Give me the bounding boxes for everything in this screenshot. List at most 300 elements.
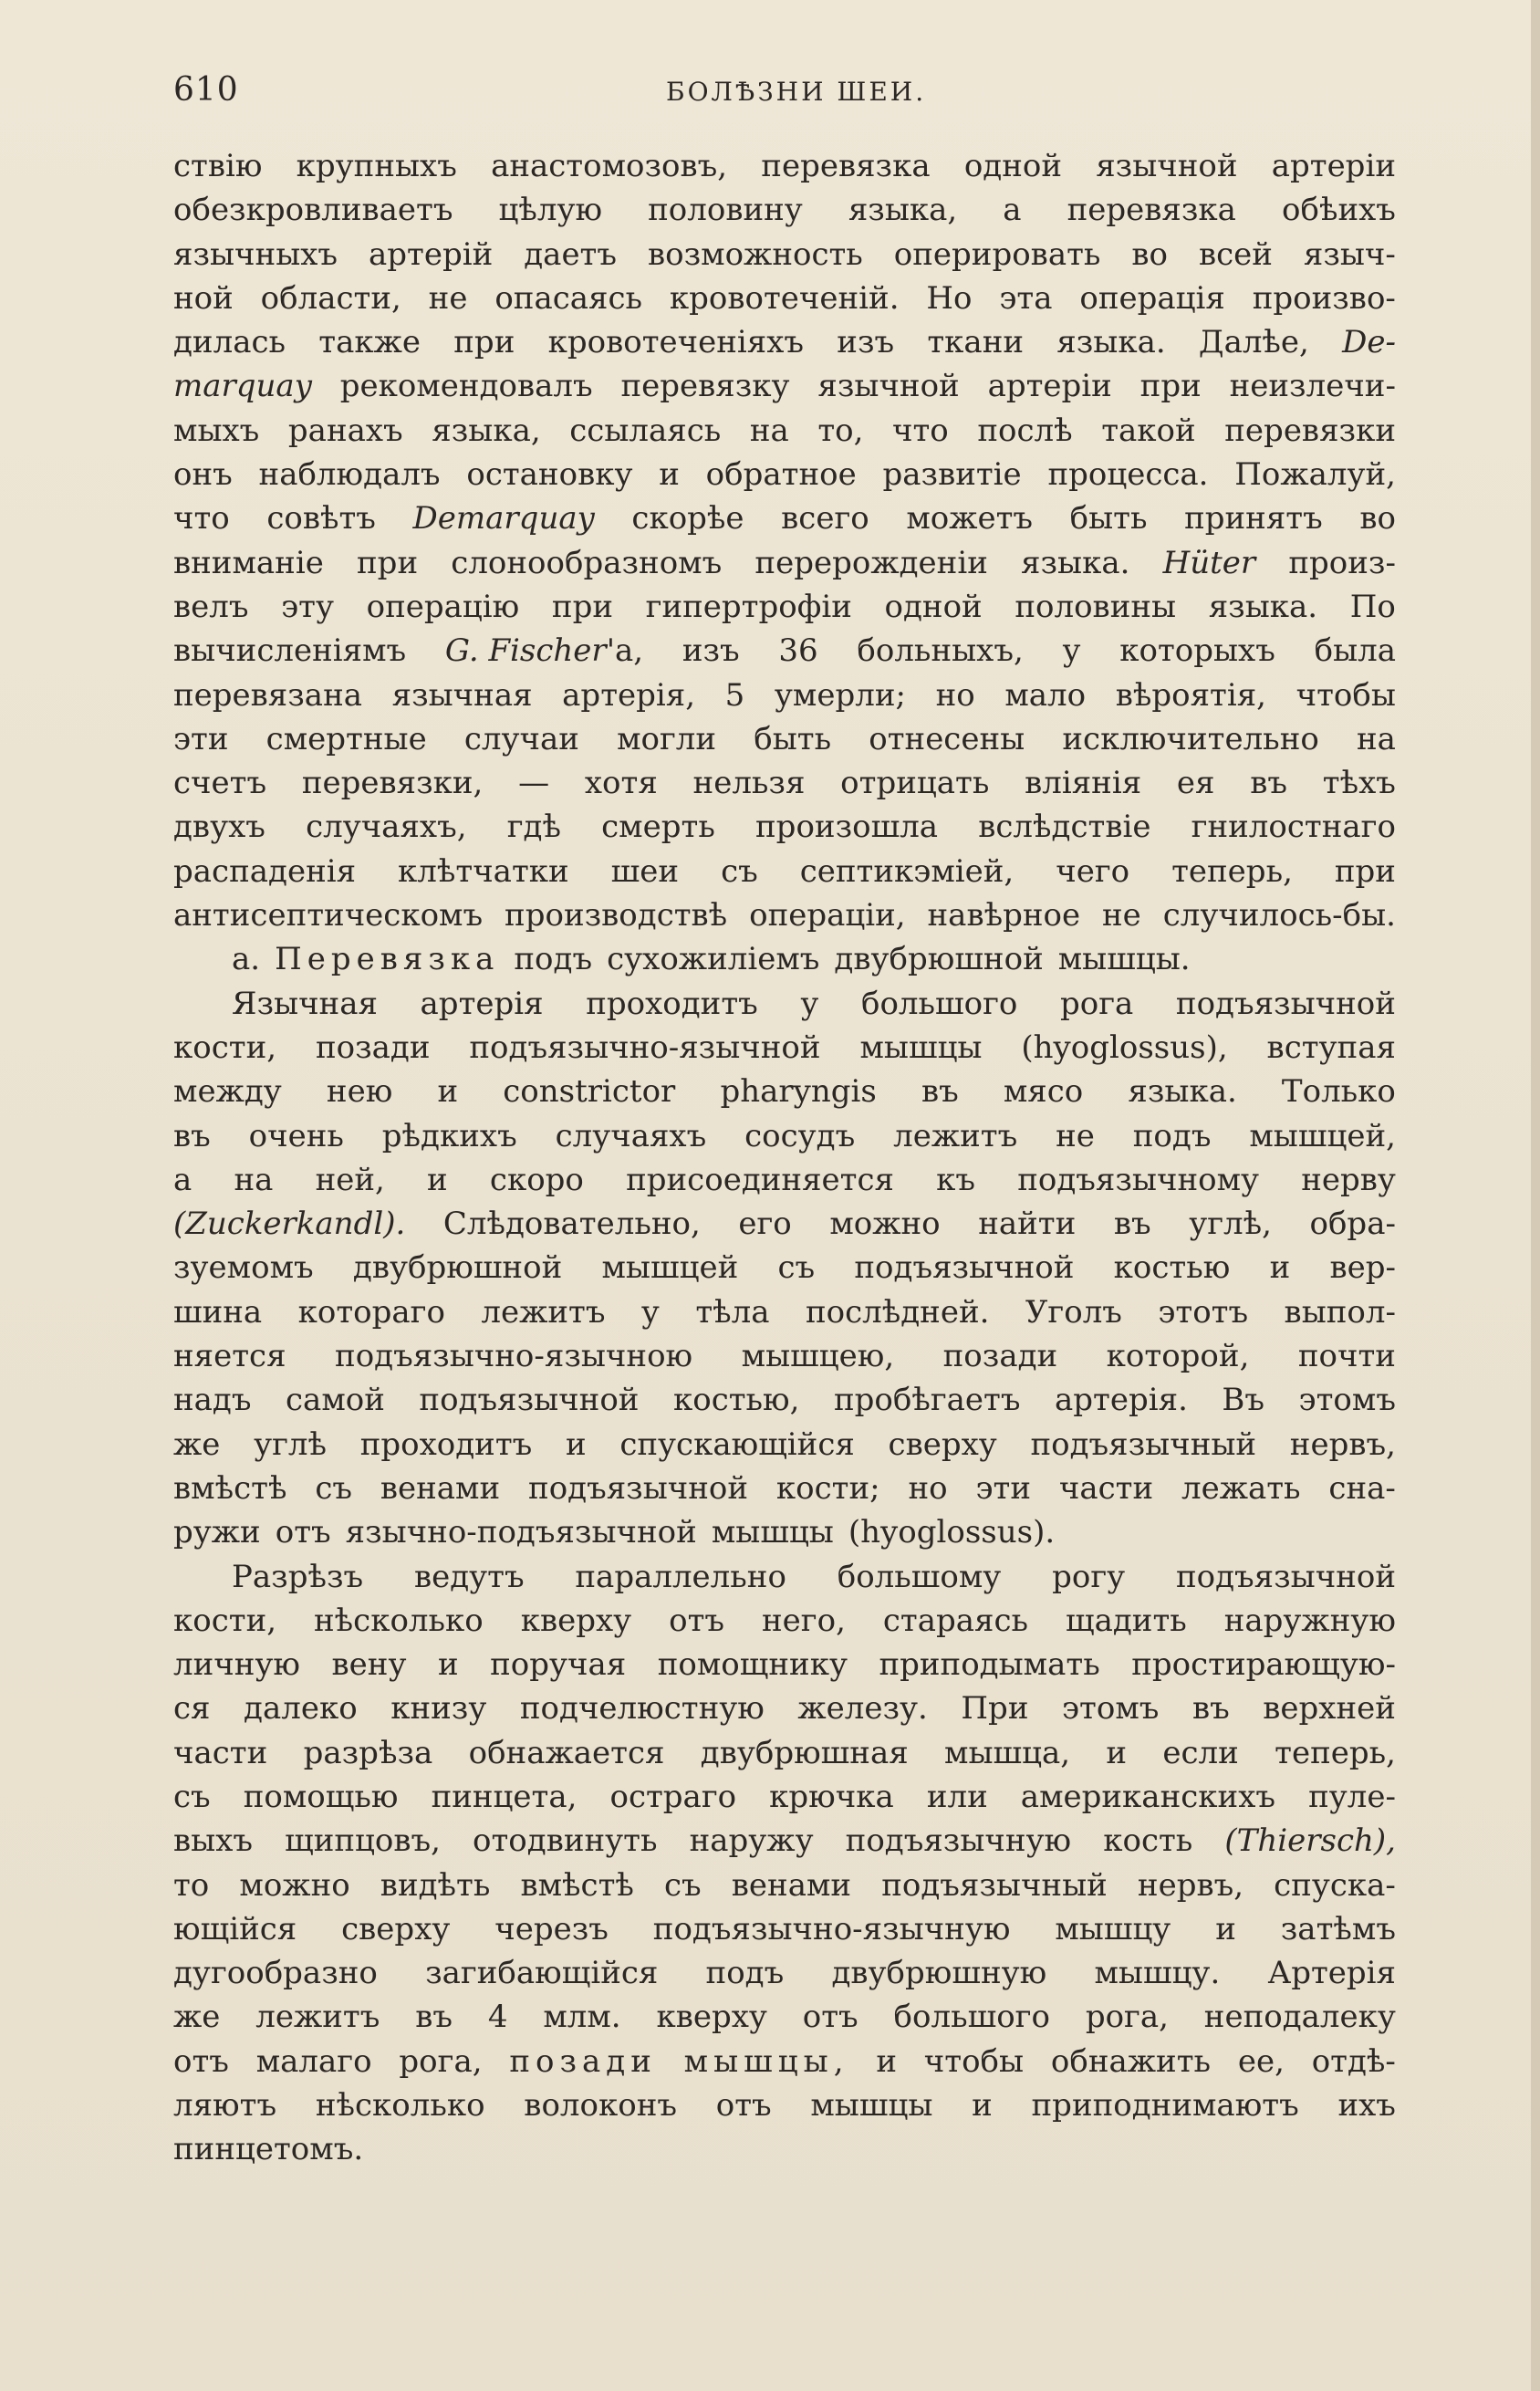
word: кверху bbox=[520, 1602, 632, 1639]
word: очень bbox=[248, 1117, 344, 1154]
text-line bbox=[173, 1514, 1396, 1558]
text-line bbox=[173, 545, 1396, 589]
word: во bbox=[1131, 235, 1168, 273]
word: же bbox=[173, 1425, 221, 1463]
word: лежать bbox=[1181, 1469, 1301, 1507]
word: развитіе bbox=[882, 456, 1022, 494]
word: и bbox=[437, 1646, 459, 1684]
word: такой bbox=[1101, 412, 1196, 449]
text-line bbox=[173, 1338, 1396, 1382]
text-line bbox=[173, 1382, 1396, 1425]
word: спускающійся bbox=[619, 1425, 855, 1463]
italic-name: Demarquay bbox=[412, 500, 595, 538]
word: мясо bbox=[1003, 1073, 1084, 1111]
word: чтобы bbox=[1295, 676, 1396, 714]
word: на bbox=[749, 412, 789, 449]
word: обнажить bbox=[1050, 2042, 1212, 2080]
word: венами bbox=[731, 1866, 852, 1904]
word: эти bbox=[975, 1469, 1031, 1507]
word: кверху bbox=[656, 1999, 767, 2036]
word: была bbox=[1314, 632, 1396, 670]
word: помощью bbox=[243, 1778, 399, 1815]
word: не bbox=[1056, 1117, 1095, 1154]
word: волоконъ bbox=[524, 2087, 677, 2125]
body-text bbox=[173, 148, 1396, 2176]
page-number: 610 bbox=[173, 71, 239, 109]
page-edge bbox=[1531, 0, 1540, 2391]
word: и bbox=[565, 1425, 587, 1463]
word: разрѣза bbox=[303, 1734, 433, 1771]
word: нѣсколько bbox=[315, 2087, 485, 2125]
word: произво- bbox=[1252, 279, 1396, 317]
text-line bbox=[173, 1073, 1396, 1117]
word: половину bbox=[648, 192, 803, 229]
word: производствѣ bbox=[505, 897, 728, 934]
word: перевязка bbox=[1067, 192, 1236, 229]
word: Въ bbox=[1222, 1382, 1265, 1419]
word: артерія, bbox=[562, 676, 696, 714]
word: двухъ bbox=[173, 809, 265, 846]
word: смертные bbox=[265, 720, 427, 757]
page-header bbox=[173, 71, 1396, 126]
word: язычная bbox=[391, 676, 533, 714]
text-line bbox=[173, 1822, 1396, 1866]
word: ссылаясь bbox=[569, 412, 722, 449]
word: можетъ bbox=[906, 500, 1034, 538]
word: языка, bbox=[848, 192, 958, 229]
word: съ bbox=[173, 1778, 211, 1815]
word bbox=[173, 1206, 405, 1242]
word: между bbox=[173, 1073, 282, 1111]
word: отнесены bbox=[869, 720, 1025, 757]
word: мышцей bbox=[601, 1249, 739, 1287]
word: и bbox=[972, 2087, 993, 2125]
text-line bbox=[173, 2131, 1396, 2175]
word: и bbox=[427, 1161, 448, 1198]
word: больныхъ, bbox=[857, 632, 1024, 670]
word: Пожалуй, bbox=[1234, 456, 1396, 494]
word: исключительно bbox=[1062, 720, 1319, 757]
word: счетъ bbox=[173, 765, 267, 802]
italic-name: Hüter bbox=[1162, 544, 1256, 581]
word: мышцею, bbox=[741, 1338, 895, 1375]
word: отодвинуть bbox=[473, 1822, 658, 1860]
text-line bbox=[173, 1029, 1396, 1073]
word: слонообразномъ bbox=[451, 544, 723, 581]
word: отъ bbox=[275, 1514, 331, 1551]
word: при bbox=[1334, 852, 1396, 890]
running-head: БОЛѢЗНИ ШЕИ. bbox=[666, 77, 927, 107]
word: мышцы bbox=[810, 2087, 933, 2125]
word: изъ bbox=[682, 632, 740, 670]
word: языка. bbox=[1128, 1073, 1237, 1111]
word: подъязычный bbox=[881, 1866, 1108, 1904]
word: личную bbox=[173, 1646, 301, 1684]
text-line bbox=[173, 1867, 1396, 1911]
word: но bbox=[935, 676, 975, 714]
word: ея bbox=[1176, 765, 1215, 802]
word: ведутъ bbox=[413, 1558, 525, 1595]
text-line bbox=[173, 1646, 1396, 1690]
word: присоединяется bbox=[626, 1161, 894, 1198]
word: обратное bbox=[705, 456, 857, 494]
word: дугообразно bbox=[173, 1955, 378, 1992]
word: язычной bbox=[1096, 148, 1238, 184]
word: въ bbox=[415, 1999, 453, 2036]
word: то bbox=[173, 1866, 210, 1904]
word-suffix: 'а, bbox=[606, 632, 644, 670]
text-line bbox=[173, 1955, 1396, 1999]
word: теперь, bbox=[1171, 852, 1293, 890]
word: затѣмъ bbox=[1280, 1910, 1396, 1947]
word: большому bbox=[837, 1558, 1002, 1595]
word: простирающую- bbox=[1131, 1646, 1396, 1684]
word: няется bbox=[173, 1338, 286, 1375]
word: даетъ bbox=[524, 235, 618, 273]
text-line bbox=[173, 1206, 1396, 1249]
word: могли bbox=[617, 720, 717, 757]
word: верхней bbox=[1263, 1690, 1396, 1728]
word: зуемомъ bbox=[173, 1249, 314, 1287]
word: скоро bbox=[489, 1161, 584, 1198]
word: двубрюшной bbox=[352, 1249, 563, 1287]
word: углѣ bbox=[254, 1425, 328, 1463]
word: онъ bbox=[173, 456, 233, 494]
word: и bbox=[437, 1073, 459, 1111]
italic-name: marquay bbox=[173, 368, 312, 405]
word: дилась bbox=[173, 324, 286, 361]
word: въ bbox=[1113, 1206, 1151, 1243]
word: подъязычно-язычной bbox=[469, 1028, 821, 1066]
word: которыхъ bbox=[1119, 632, 1275, 670]
word: малаго bbox=[255, 2042, 372, 2080]
word: языка. bbox=[1056, 324, 1166, 361]
word: найти bbox=[978, 1206, 1077, 1243]
word: же bbox=[173, 1999, 221, 2036]
word: съ bbox=[664, 1866, 702, 1904]
word: совѣтъ bbox=[266, 500, 376, 538]
word: остановку bbox=[466, 456, 633, 494]
word: ружи bbox=[173, 1514, 261, 1551]
word: (hyoglossus), bbox=[1021, 1028, 1228, 1066]
word: сухожиліемъ bbox=[607, 941, 820, 978]
word: подъ bbox=[1132, 1117, 1212, 1154]
word: черезъ bbox=[494, 1910, 609, 1947]
word: и bbox=[1269, 1249, 1291, 1287]
word: если bbox=[1162, 1734, 1239, 1771]
text-line bbox=[173, 1162, 1396, 1206]
word: 36 bbox=[778, 632, 818, 670]
word: подъязычный bbox=[1030, 1425, 1257, 1463]
word: мышцей, bbox=[1249, 1117, 1396, 1154]
word: хотя bbox=[584, 765, 658, 802]
word: кровотеченіяхъ bbox=[547, 324, 805, 361]
word: проходитъ bbox=[586, 985, 758, 1022]
word: цѣлую bbox=[498, 192, 603, 229]
word: во bbox=[1359, 500, 1396, 538]
word: мышцы, bbox=[683, 2042, 849, 2080]
word: въ bbox=[921, 1073, 959, 1111]
word: сверху bbox=[888, 1425, 997, 1463]
word: мышцы bbox=[711, 1514, 834, 1551]
word: видѣть bbox=[380, 1866, 491, 1904]
word: отъ bbox=[715, 2087, 772, 2125]
word: перевязки, bbox=[301, 765, 484, 802]
word: Уголъ bbox=[1025, 1293, 1122, 1331]
word: артерія. bbox=[1055, 1382, 1188, 1419]
text-line bbox=[173, 1911, 1396, 1955]
word: рога, bbox=[1085, 1999, 1169, 2036]
word: двубрюшная bbox=[700, 1734, 909, 1771]
text-line bbox=[173, 897, 1396, 941]
word: вену bbox=[331, 1646, 407, 1684]
word: язычно-подъязычной bbox=[345, 1514, 697, 1551]
word: вниманіе bbox=[173, 544, 324, 581]
text-line bbox=[173, 1690, 1396, 1734]
word: обѣихъ bbox=[1282, 192, 1396, 229]
word: рекомендовалъ bbox=[339, 368, 593, 405]
word: котораго bbox=[297, 1293, 445, 1331]
italic-name: De- bbox=[1342, 324, 1396, 361]
word: рогу bbox=[1052, 1558, 1126, 1595]
text-line bbox=[173, 765, 1396, 809]
word: у bbox=[800, 985, 819, 1022]
word: углѣ, bbox=[1189, 1206, 1272, 1243]
word: септикэміей, bbox=[799, 852, 1015, 890]
text-line bbox=[173, 280, 1396, 324]
word: приподнимаютъ bbox=[1031, 2087, 1299, 2125]
word: произ- bbox=[1288, 544, 1396, 581]
word: загибающійся bbox=[425, 1955, 659, 1992]
word: артеріи bbox=[987, 368, 1112, 405]
text-line bbox=[173, 2043, 1396, 2087]
word: языч- bbox=[1303, 235, 1396, 273]
word: язычной bbox=[817, 368, 960, 405]
word: Артерія bbox=[1267, 1955, 1396, 1992]
word: скорѣе bbox=[631, 500, 744, 538]
word: двубрюшной bbox=[834, 941, 1044, 978]
word: далеко bbox=[244, 1690, 358, 1728]
word: перевязки bbox=[1224, 412, 1396, 449]
word: но bbox=[908, 1469, 948, 1507]
text-line bbox=[173, 368, 1396, 412]
word: принятъ bbox=[1184, 500, 1323, 538]
word: большого bbox=[893, 1999, 1050, 2036]
text-line bbox=[173, 1999, 1396, 2042]
word: рога, bbox=[399, 2042, 483, 2080]
word: позади bbox=[315, 1028, 431, 1066]
word: при bbox=[357, 544, 419, 581]
word: Слѣдовательно, bbox=[442, 1206, 701, 1243]
word: послѣ bbox=[977, 412, 1073, 449]
word: Язычная bbox=[232, 985, 378, 1022]
word: сверху bbox=[341, 1910, 451, 1947]
text-line bbox=[173, 148, 1396, 192]
word: неизлечи- bbox=[1229, 368, 1396, 405]
word: гнилостнаго bbox=[1191, 809, 1396, 846]
word: при bbox=[1139, 368, 1202, 405]
word: случаяхъ, bbox=[306, 809, 467, 846]
text-line bbox=[173, 192, 1396, 235]
word: мышцу. bbox=[1094, 1955, 1221, 1992]
word: обезкровливаетъ bbox=[173, 192, 453, 229]
word: вслѣдствіе bbox=[978, 809, 1151, 846]
word: подъязычно-язычною bbox=[335, 1338, 693, 1375]
word: По bbox=[1349, 588, 1396, 625]
word bbox=[445, 632, 643, 669]
word: операціи, bbox=[749, 897, 906, 934]
word bbox=[173, 368, 312, 404]
word: подъязычной bbox=[854, 1249, 1075, 1287]
word: подъ bbox=[514, 941, 593, 978]
word: навѣрное bbox=[927, 897, 1081, 934]
word bbox=[413, 500, 595, 537]
word: нею bbox=[326, 1073, 393, 1111]
word: языка. bbox=[1021, 544, 1130, 581]
word: и bbox=[1215, 1910, 1236, 1947]
word: въ bbox=[173, 1117, 211, 1154]
word: него, bbox=[762, 1602, 846, 1639]
word: щадить bbox=[1065, 1602, 1187, 1639]
text-line bbox=[173, 2087, 1396, 2131]
word: тѣхъ bbox=[1322, 765, 1396, 802]
word: части bbox=[173, 1734, 268, 1771]
word: выхъ bbox=[173, 1822, 254, 1860]
word: возможность bbox=[647, 235, 863, 273]
word: пинцетомъ. bbox=[173, 2131, 364, 2168]
word: мышцы bbox=[859, 1028, 983, 1066]
word: венами bbox=[380, 1469, 501, 1507]
text-line bbox=[173, 986, 1396, 1029]
word: артеріи bbox=[1271, 148, 1396, 184]
word: эти bbox=[173, 720, 229, 757]
word: американскихъ bbox=[1020, 1778, 1276, 1815]
word: операція bbox=[1079, 279, 1225, 317]
word: нерву bbox=[1301, 1161, 1396, 1198]
word: Только bbox=[1281, 1073, 1396, 1111]
word: у bbox=[640, 1293, 660, 1331]
word: гдѣ bbox=[506, 809, 561, 846]
word: наружную bbox=[1223, 1602, 1396, 1639]
word: на bbox=[1356, 720, 1396, 757]
word: гипертрофіи bbox=[645, 588, 852, 625]
word: подъязычную bbox=[845, 1822, 1072, 1860]
word: Но bbox=[926, 279, 973, 317]
text-line bbox=[173, 1779, 1396, 1822]
word: ся bbox=[173, 1690, 211, 1728]
word: языка. bbox=[1208, 588, 1318, 625]
word: подъязычной bbox=[419, 1382, 640, 1419]
word: лежитъ bbox=[893, 1117, 1018, 1154]
word: костью, bbox=[672, 1382, 800, 1419]
word: а bbox=[173, 1161, 192, 1198]
word: процесса. bbox=[1047, 456, 1209, 494]
word bbox=[1163, 545, 1256, 581]
word: неподалеку bbox=[1203, 1999, 1396, 2036]
word: мыхъ bbox=[173, 412, 260, 449]
word: смерть bbox=[601, 809, 715, 846]
word: перевязана bbox=[173, 676, 363, 714]
word: нельзя bbox=[692, 765, 806, 802]
word: подъязычно-язычную bbox=[652, 1910, 1011, 1947]
word: кровотеченій. bbox=[669, 279, 900, 317]
word: мышца, bbox=[944, 1734, 1071, 1771]
text-line bbox=[173, 1603, 1396, 1646]
text-line bbox=[173, 632, 1396, 676]
word: выпол- bbox=[1284, 1293, 1396, 1331]
word: ранахъ bbox=[287, 412, 403, 449]
word: отрицать bbox=[840, 765, 990, 802]
word: пинцета, bbox=[431, 1778, 578, 1815]
word: анастомозовъ, bbox=[491, 148, 728, 184]
word bbox=[1224, 1822, 1396, 1859]
word: отъ bbox=[669, 1602, 725, 1639]
word: клѣтчатки bbox=[398, 852, 569, 890]
word: рога bbox=[1059, 985, 1134, 1022]
word: позади bbox=[942, 1338, 1058, 1375]
word: надъ bbox=[173, 1382, 252, 1419]
text-line bbox=[173, 1118, 1396, 1162]
word: вер- bbox=[1329, 1249, 1396, 1287]
word: 4 bbox=[487, 1999, 508, 2036]
word: у bbox=[1062, 632, 1081, 670]
word: при bbox=[453, 324, 515, 361]
word: ной bbox=[173, 279, 234, 317]
word: антисептическомъ bbox=[173, 897, 484, 934]
word: этомъ bbox=[1298, 1382, 1396, 1419]
text-line bbox=[173, 500, 1396, 544]
word: оперировать bbox=[893, 235, 1101, 273]
word: артерій bbox=[369, 235, 494, 273]
word: артерія bbox=[420, 985, 544, 1022]
word: языка, bbox=[432, 412, 541, 449]
word: пуле- bbox=[1308, 1778, 1396, 1815]
word: части bbox=[1058, 1469, 1154, 1507]
word: Перевязка bbox=[275, 941, 500, 978]
word: ющійся bbox=[173, 1910, 297, 1947]
word: всего bbox=[781, 500, 869, 538]
word: съ bbox=[315, 1469, 352, 1507]
word: и bbox=[1106, 1734, 1128, 1771]
word: эту bbox=[281, 588, 334, 625]
word: можно bbox=[239, 1866, 350, 1904]
word: отъ bbox=[802, 1999, 858, 2036]
word: чего bbox=[1056, 852, 1130, 890]
word: сосудъ bbox=[744, 1117, 856, 1154]
word: крючка bbox=[769, 1778, 894, 1815]
word: одной bbox=[963, 148, 1063, 184]
word: на bbox=[234, 1161, 274, 1198]
word: При bbox=[961, 1690, 1029, 1728]
word: параллельно bbox=[575, 1558, 786, 1595]
word: мало bbox=[1004, 676, 1087, 714]
word: опасаясь bbox=[494, 279, 643, 317]
word: вычисленіямъ bbox=[173, 632, 407, 670]
word: перевязку bbox=[620, 368, 790, 405]
word: рѣдкихъ bbox=[381, 1117, 517, 1154]
text-line bbox=[173, 1426, 1396, 1470]
word: съ bbox=[721, 852, 758, 890]
word: почти bbox=[1297, 1338, 1396, 1375]
word: этотъ bbox=[1158, 1293, 1249, 1331]
word: всей bbox=[1198, 235, 1273, 273]
word: въ bbox=[1250, 765, 1288, 802]
word: теперь, bbox=[1275, 1734, 1396, 1771]
word: области, bbox=[260, 279, 401, 317]
word: операцію bbox=[366, 588, 520, 625]
word: то, bbox=[817, 412, 864, 449]
word: подъязычному bbox=[1017, 1161, 1260, 1198]
